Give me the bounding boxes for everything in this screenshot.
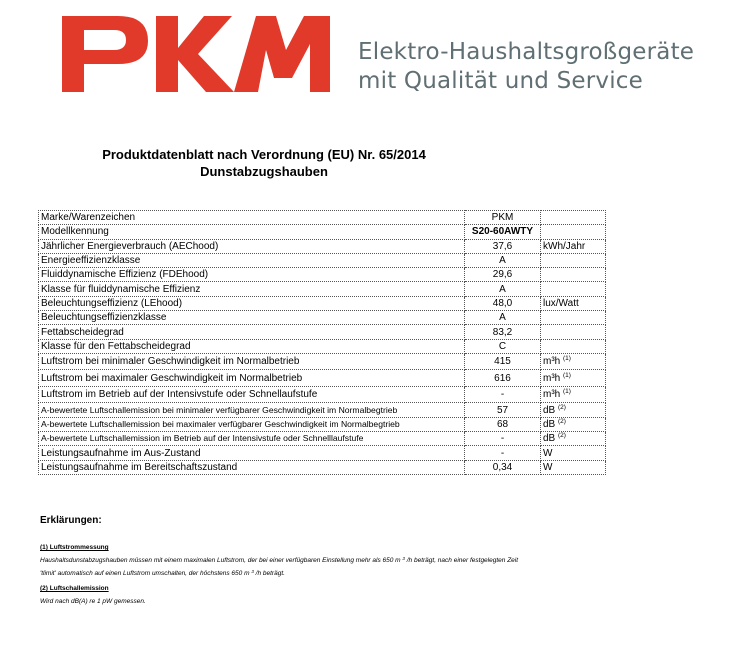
row-unit (541, 403, 606, 417)
table-row (39, 239, 606, 253)
row-unit (541, 296, 606, 310)
table-row (39, 282, 606, 296)
row-value: A (465, 311, 541, 325)
table-row (39, 353, 606, 370)
table-row (39, 370, 606, 387)
row-unit-footnote: (2) (558, 432, 566, 440)
row-unit (541, 253, 606, 267)
note-1-line-2: 'tlimit' automatisch auf einen Luftstrom umschalten, der höchstens 650 m $^3$ /h beträgt. (40, 569, 285, 577)
pkm-logo (62, 16, 330, 92)
row-value: 68 (465, 417, 541, 431)
title-line-1: Produktdatenblatt nach Verordnung (EU) Nr. 65/2014 (102, 147, 426, 162)
row-label: Fluiddynamische Effizienz (FDEhood) (39, 268, 465, 282)
product-data-table (38, 210, 606, 475)
row-unit (541, 446, 606, 460)
row-label: Energieeffizienzklasse (39, 253, 465, 267)
row-label: Beleuchtungseffizienzklasse (39, 311, 465, 325)
note-1-heading: (1) Luftstrommessung (40, 544, 109, 551)
table-row (39, 225, 606, 239)
row-value: - (465, 432, 541, 446)
row-unit (541, 239, 606, 253)
table-row (39, 403, 606, 417)
row-unit (541, 282, 606, 296)
row-unit-text: dB (543, 404, 556, 416)
table-row (39, 386, 606, 403)
tagline-line-2: mit Qualität und Service (358, 68, 643, 94)
row-value: 48,0 (465, 296, 541, 310)
row-unit (541, 417, 606, 431)
row-value: S20-60AWTY (465, 225, 541, 239)
row-unit-text: W (543, 461, 553, 473)
table-row (39, 460, 606, 474)
row-label: A-bewertete Luftschallemission bei maximaler verfügbarer Geschwindigkeit im Normalbegtrieb (39, 417, 465, 431)
row-value: - (465, 446, 541, 460)
row-label: Klasse für fluiddynamische Effizienz (39, 282, 465, 296)
row-label: A-bewertete Luftschallemission bei minimaler verfügbarer Geschwindigkeit im Normalbegtrieb (39, 403, 465, 417)
row-label: Marke/Warenzeichen (39, 211, 465, 225)
row-label: Luftstrom bei maximaler Geschwindigkeit im Normalbetrieb (39, 370, 465, 387)
row-unit (541, 268, 606, 282)
row-unit-footnote: (1) (563, 388, 571, 396)
row-value: 37,6 (465, 239, 541, 253)
explanations-title: Erklärungen: (40, 515, 102, 526)
row-unit (541, 432, 606, 446)
table-row (39, 446, 606, 460)
row-unit (541, 460, 606, 474)
table-row (39, 311, 606, 325)
row-label: Modellkennung (39, 225, 465, 239)
row-unit (541, 311, 606, 325)
row-unit-text: m³h (543, 389, 561, 401)
row-unit-text: W (543, 447, 553, 459)
row-unit-text: lux/Watt (543, 297, 579, 309)
row-value: PKM (465, 211, 541, 225)
row-label: Fettabscheidegrad (39, 325, 465, 339)
row-label: Beleuchtungseffizienz (LEhood) (39, 296, 465, 310)
row-unit-text: m³h (543, 372, 561, 384)
row-unit-footnote: (2) (558, 403, 566, 411)
row-unit-text: dB (543, 418, 556, 430)
row-label: Leistungsaufnahme im Aus-Zustand (39, 446, 465, 460)
row-unit (541, 339, 606, 353)
table-row (39, 432, 606, 446)
table-row (39, 417, 606, 431)
row-value: C (465, 339, 541, 353)
row-label: Klasse für den Fettabscheidegrad (39, 339, 465, 353)
row-unit-footnote: (2) (558, 417, 566, 425)
row-unit-text: dB (543, 433, 556, 445)
title-line-2: Dunstabzugshauben (200, 164, 328, 179)
row-unit (541, 353, 606, 370)
row-label: Jährlicher Energieverbrauch (AEChood) (39, 239, 465, 253)
row-unit-footnote: (1) (563, 355, 571, 363)
row-unit (541, 386, 606, 403)
row-unit-text: kWh/Jahr (543, 240, 586, 252)
row-value: 616 (465, 370, 541, 387)
row-value: 83,2 (465, 325, 541, 339)
row-unit-footnote: (1) (563, 371, 571, 379)
row-label: Leistungsaufnahme im Bereitschaftszustand (39, 460, 465, 474)
table-row (39, 211, 606, 225)
table-row (39, 325, 606, 339)
row-value: - (465, 386, 541, 403)
note-2-heading: (2) Luftschallemission (40, 585, 109, 592)
row-unit (541, 370, 606, 387)
note-1-line-1: Haushaltsdunstabzugshauben müssen mit einem maximalen Luftstrom, der bei einer verfügbaren Einstellung mehr als 650 m $^3$ /h beträgt, nach einer festgelegten Zeit (40, 556, 519, 564)
row-label: Luftstrom bei minimaler Geschwindigkeit im Normalbetrieb (39, 353, 465, 370)
row-value: 415 (465, 353, 541, 370)
table-row (39, 253, 606, 267)
row-unit (541, 211, 606, 225)
tagline-line-1: Elektro-Haushaltsgroßgeräte (358, 39, 695, 65)
row-unit (541, 325, 606, 339)
row-value: A (465, 282, 541, 296)
row-label: Luftstrom im Betrieb auf der Intensivstufe oder Schnellaufstufe (39, 386, 465, 403)
row-value: 57 (465, 403, 541, 417)
table-row (39, 339, 606, 353)
row-value: 0,34 (465, 460, 541, 474)
row-value: A (465, 253, 541, 267)
table-row (39, 296, 606, 310)
table-row (39, 268, 606, 282)
document-title (96, 146, 432, 180)
row-value: 29,6 (465, 268, 541, 282)
row-unit (541, 225, 606, 239)
note-2-text: Wird nach dB(A) re 1 pW gemessen. (40, 598, 146, 605)
tagline (358, 38, 694, 96)
row-unit-text: m³h (543, 356, 561, 368)
row-label: A-bewertete Luftschallemission im Betrieb auf der Intensivstufe oder Schnelllaufstufe (39, 432, 465, 446)
